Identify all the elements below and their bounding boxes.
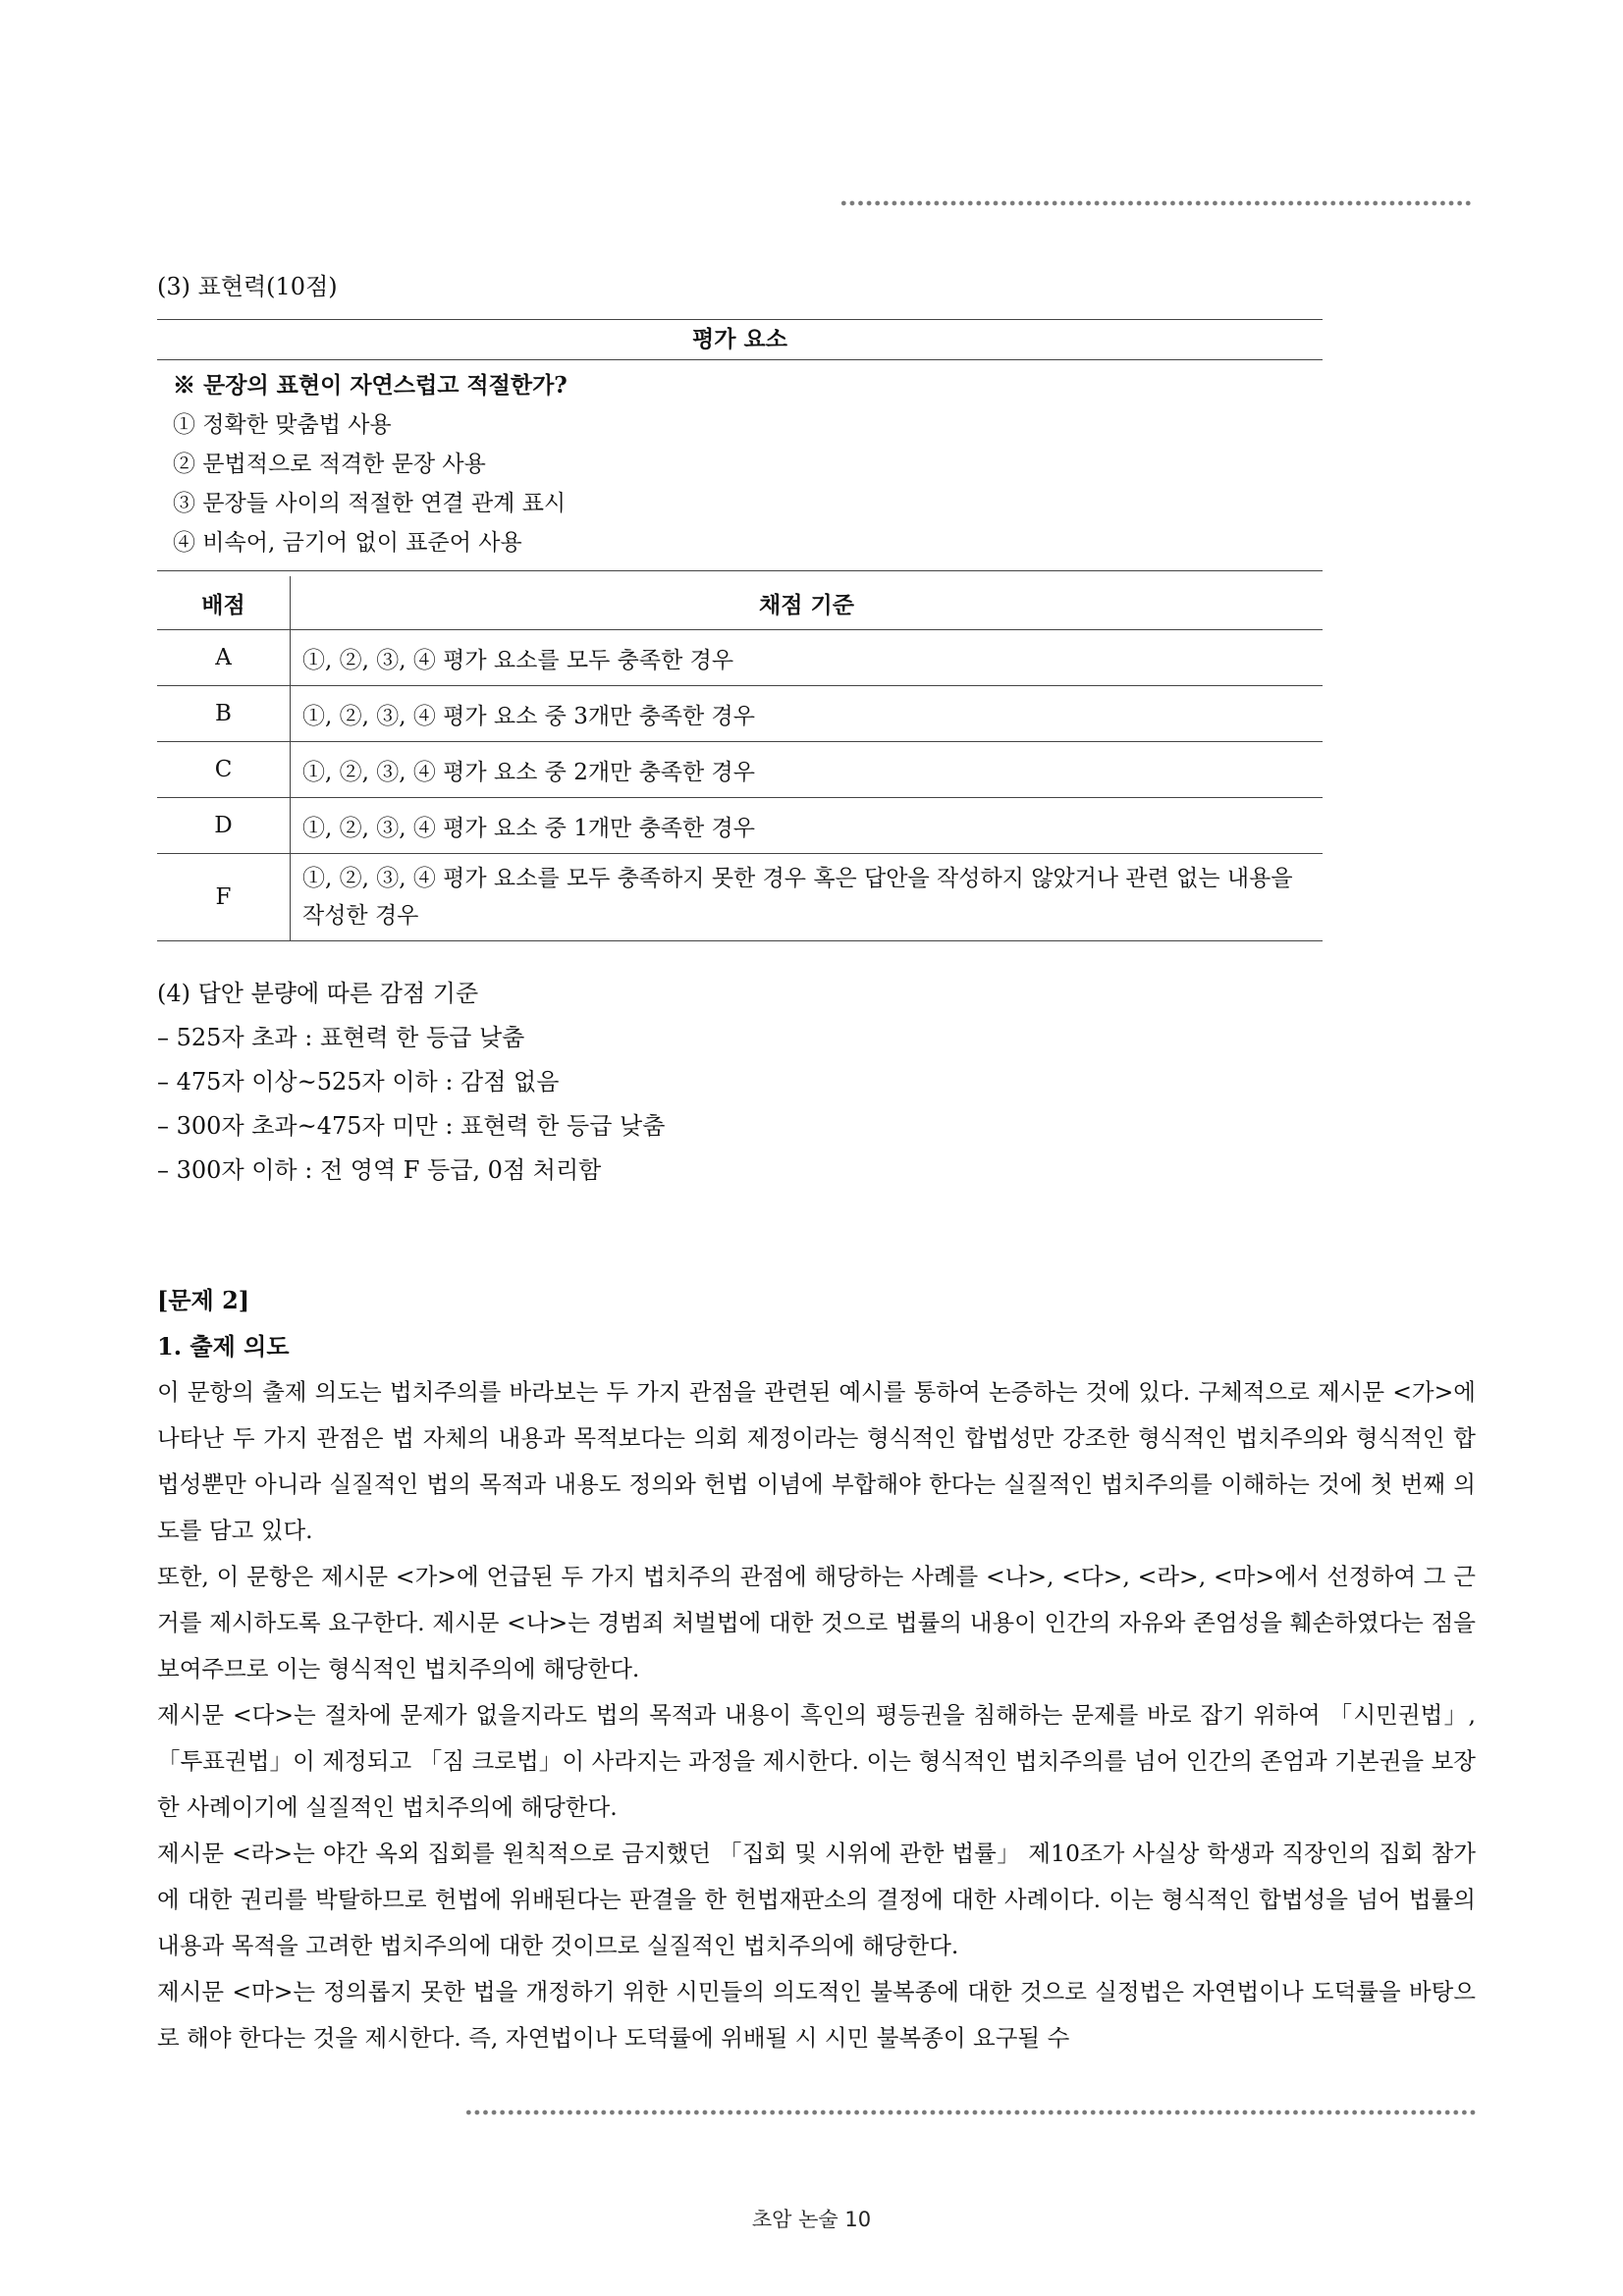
criteria-cell: ①, ②, ③, ④ 평가 요소를 모두 충족하지 못한 경우 혹은 답안을 작성하지 않았거나 관련 없는 내용을 작성한 경우 [291, 854, 1324, 941]
eval-item: ③ 문장들 사이의 적절한 연결 관계 표시 [173, 491, 567, 516]
eval-item: ④ 비속어, 금기어 없이 표준어 사용 [173, 530, 522, 556]
deduction-item: – 300자 초과~475자 미만 : 표현력 한 등급 낮춤 [157, 1112, 666, 1140]
paragraph: 제시문 <라>는 야간 옥외 집회를 원칙적으로 금지했던 「집회 및 시위에 관한 법률」 제10조가 사실상 학생과 직장인의 집회 참가에 대한 권리를 박탈하므로 헌법에 위배된다는 판결을 한 헌법재판소의 결정에 대한 사례이다. 이는 형식적인 합법성을 넘어 법률의 내용과 목적을 고려한 법치주의에 대한 것이므로 실질적인 법치주의에 해당한다. [157, 1840, 1476, 1959]
problem-2-label: [문제 2] [157, 1286, 250, 1314]
table-row [157, 854, 1323, 941]
deduction-item: – 475자 이상~525자 이하 : 감점 없음 [157, 1068, 560, 1095]
table-row [157, 742, 1323, 798]
problem-2-body [157, 1369, 1476, 2061]
grade-cell: A [157, 630, 291, 686]
deduction-item: – 300자 이하 : 전 영역 F 등급, 0점 처리함 [157, 1156, 602, 1184]
eval-items [157, 400, 1323, 570]
section-3-title: (3) 표현력(10점) [157, 273, 338, 300]
scoring-table [157, 576, 1323, 941]
deduction-list [157, 1016, 665, 1193]
bottom-dotted-rule [464, 2106, 1476, 2119]
table-row [157, 686, 1323, 742]
eval-item: ② 문법적으로 적격한 문장 사용 [173, 452, 486, 477]
evaluation-elements-box [157, 319, 1323, 571]
criteria-cell: ①, ②, ③, ④ 평가 요소 중 2개만 충족한 경우 [291, 742, 1324, 798]
header-grade: 배점 [157, 576, 291, 630]
criteria-cell: ①, ②, ③, ④ 평가 요소 중 1개만 충족한 경우 [291, 798, 1324, 854]
section-4-title: (4) 답안 분량에 따른 감점 기준 [157, 980, 479, 1007]
deduction-criteria [157, 972, 665, 1193]
eval-question: ※ 문장의 표현이 자연스럽고 적절한가? [173, 372, 568, 399]
page-footer: 초암 논술 10 [751, 2208, 872, 2231]
paragraph: 제시문 <마>는 정의롭지 못한 법을 개정하기 위한 시민들의 의도적인 불복종에 대한 것으로 실정법은 자연법이나 도덕률을 바탕으로 해야 한다는 것을 제시한다. 즉, 자연법이나 도덕률에 위배될 시 시민 불복종이 요구될 수 [157, 1978, 1476, 2052]
paragraph: 제시문 <다>는 절차에 문제가 없을지라도 법의 목적과 내용이 흑인의 평등권을 침해하는 문제를 바로 잡기 위하여 「시민권법」, 「투표권법」이 제정되고 「짐 크로법」이 사라지는 과정을 제시한다. 이는 형식적인 법치주의를 넘어 인간의 존엄과 기본권을 보장한 사례이기에 실질적인 법치주의에 해당한다. [157, 1701, 1476, 1821]
top-dotted-rule [839, 196, 1473, 210]
criteria-cell: ①, ②, ③, ④ 평가 요소를 모두 충족한 경우 [291, 630, 1324, 686]
grade-cell: B [157, 686, 291, 742]
paragraph: 이 문항의 출제 의도는 법치주의를 바라보는 두 가지 관점을 관련된 예시를 통하여 논증하는 것에 있다. 구체적으로 제시문 <가>에 나타난 두 가지 관점은 법 자체의 내용과 목적보다는 의회 제정이라는 형식적인 합법성만 강조한 형식적인 법치주의와 형식적인 합법성뿐만 아니라 실질적인 법의 목적과 내용도 정의와 헌법 이념에 부합해야 한다는 실질적인 법치주의를 이해하는 것에 첫 번째 의도를 담고 있다. [157, 1378, 1476, 1544]
eval-item: ① 정확한 맞춤법 사용 [173, 412, 392, 438]
eval-header: 평가 요소 [157, 320, 1323, 360]
table-row [157, 798, 1323, 854]
criteria-cell: ①, ②, ③, ④ 평가 요소 중 3개만 충족한 경우 [291, 686, 1324, 742]
problem-2-subtitle: 1. 출제 의도 [157, 1332, 290, 1361]
table-header-row [157, 576, 1323, 630]
grade-cell: C [157, 742, 291, 798]
deduction-item: – 525자 초과 : 표현력 한 등급 낮춤 [157, 1024, 525, 1051]
paragraph: 또한, 이 문항은 제시문 <가>에 언급된 두 가지 법치주의 관점에 해당하는 사례를 <나>, <다>, <라>, <마>에서 선정하여 그 근거를 제시하도록 요구한다. 제시문 <나>는 경범죄 처벌법에 대한 것으로 법률의 내용이 인간의 자유와 존엄성을 훼손하였다는 점을 보여주므로 이는 형식적인 법치주의에 해당한다. [157, 1563, 1476, 1682]
grade-cell: F [157, 854, 291, 941]
header-criteria: 채점 기준 [291, 576, 1324, 630]
table-row [157, 630, 1323, 686]
grade-cell: D [157, 798, 291, 854]
